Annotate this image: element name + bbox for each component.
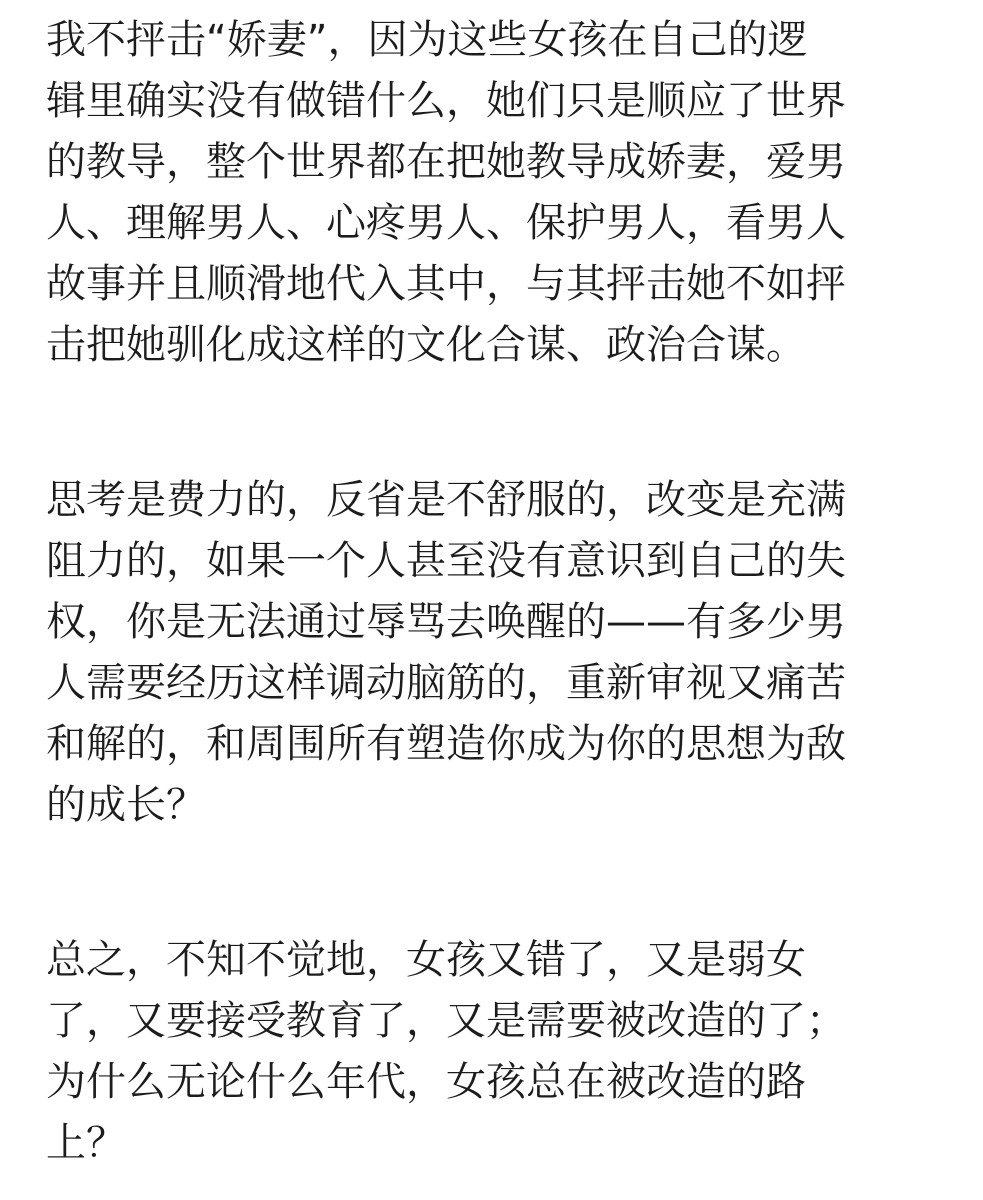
text-line: 辑里确实没有做错什么，她们只是顺应了世界 xyxy=(46,78,846,124)
text-line: 上？ xyxy=(46,1120,126,1166)
text-line: 为什么无论什么年代，女孩总在被改造的路 xyxy=(46,1059,806,1105)
text-line: 故事并且顺滑地代入其中，与其抨击她不如抨 xyxy=(46,261,846,307)
paragraph-3 xyxy=(46,930,846,1174)
text-line: 和解的，和周围所有塑造你成为你的思想为敌 xyxy=(46,721,846,767)
text-line: 阻力的，如果一个人甚至没有意识到自己的失 xyxy=(46,538,846,584)
text-line: 人、理解男人、心疼男人、保护男人，看男人 xyxy=(46,200,846,246)
paragraph-1 xyxy=(46,10,846,376)
text-line: 总之，不知不觉地，女孩又错了，又是弱女 xyxy=(46,937,806,983)
text-line: 击把她驯化成这样的文化合谋、政治合谋。 xyxy=(46,322,806,368)
text-line: 我不抨击“娇妻”，因为这些女孩在自己的逻 xyxy=(46,17,808,63)
text-line: 的成长？ xyxy=(46,782,206,828)
text-line: 思考是费力的，反省是不舒服的，改变是充满 xyxy=(46,477,846,523)
paragraph-2 xyxy=(46,470,846,836)
text-line: 权，你是无法通过辱骂去唤醒的——有多少男 xyxy=(46,599,846,645)
text-line: 的教导，整个世界都在把她教导成娇妻，爱男 xyxy=(46,139,846,185)
text-line: 了，又要接受教育了，又是需要被改造的了； xyxy=(46,998,846,1044)
text-line: 人需要经历这样调动脑筋的，重新审视又痛苦 xyxy=(46,660,846,706)
